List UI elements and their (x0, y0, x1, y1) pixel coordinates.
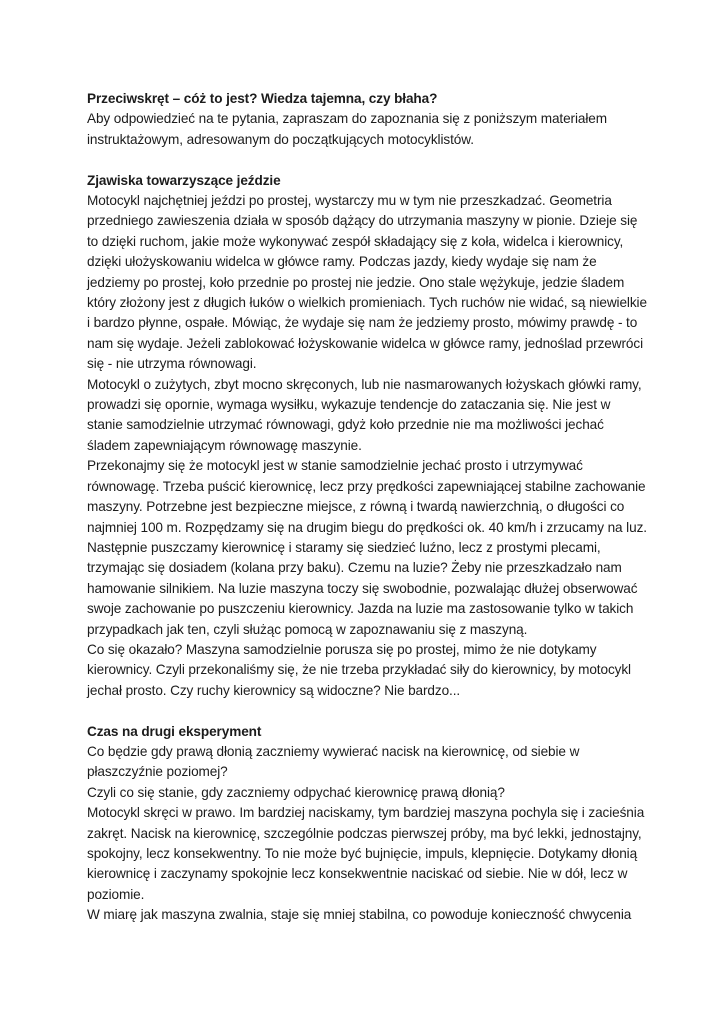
section-heading: Przeciwskręt – cóż to jest? Wiedza tajemna, czy błaha? (87, 91, 438, 106)
document-page (87, 89, 647, 926)
paragraph: Czyli co się stanie, gdy zaczniemy odpychać kierownicę prawą dłonią? (87, 784, 505, 800)
paragraph-gap (87, 150, 647, 170)
paragraph: Co będzie gdy prawą dłonią zaczniemy wywierać nacisk na kierownicę, od siebie w płaszczyźnie poziomej? (87, 743, 580, 780)
paragraph: Motocykl najchętniej jeździ po prostej, wystarczy mu w tym nie przeszkadzać. Geometria przedniego zawieszenia działa w sposób dążący do utrzymania maszyny w pionie. Dzieje się to dzięki ruchom, jakie może wykonywać zespół składający się z koła, widelca i kierownicy, dzięki ułożyskowaniu widelca w główce ramy. Podczas jazdy, kiedy wydaje się nam że jedziemy po prostej, koło przednie po prostej nie jedzie. Ono stale wężykuje, jedzie śladem który złożony jest z długich łuków o wielkich promieniach. Tych ruchów nie widać, są niewielkie i bardzo płynne, ospałe. Mówiąc, że wydaje się nam że jedziemy prosto, mówimy prawdę - to nam się wydaje. Jeżeli zablokować łożyskowanie widelca w główce ramy, jednoślad przewróci się - nie utrzyma równowagi. (87, 193, 647, 372)
paragraph: Motocykl skręci w prawo. Im bardziej naciskamy, tym bardziej maszyna pochyla się i zacieśnia zakręt. Nacisk na kierownicę, szczególnie podczas pierwszej próby, ma być lekki, jednostajny, spokojny, lecz konsekwentny. To nie może być bujnięcie, impuls, klepnięcie. Dotykamy dłonią kierownicę i zaczynamy spokojnie lecz konsekwentnie naciskać od siebie. Nie w dół, lecz w poziomie. (87, 805, 645, 902)
section-heading: Zjawiska towarzyszące jeździe (87, 172, 281, 188)
section-phenomena (87, 171, 647, 702)
paragraph-gap (87, 701, 647, 721)
paragraph: W miarę jak maszyna zwalnia, staje się mniej stabilna, co powoduje konieczność chwycenia (87, 907, 632, 923)
section-heading: Czas na drugi eksperyment (87, 723, 262, 739)
paragraph: Aby odpowiedzieć na te pytania, zapraszam do zapoznania się z poniższym materiałem instruktażowym, adresowanym do początkujących motocyklistów. (87, 111, 607, 147)
section-intro (87, 89, 647, 150)
paragraph: Co się okazało? Maszyna samodzielnie porusza się po prostej, mimo że nie dotykamy kierownicy. Czyli przekonaliśmy się, że nie trzeba przykładać siły do kierownicy, by motocykl jechał prosto. Czy ruchy kierownicy są widoczne? Nie bardzo... (87, 641, 631, 698)
paragraph: Przekonajmy się że motocykl jest w stanie samodzielnie jechać prosto i utrzymywać równowagę. Trzeba puścić kierownicę, lecz przy prędkości zapewniającej stabilne zachowanie maszyny. Potrzebne jest bezpieczne miejsce, z równą i twardą nawierzchnią, o długości co najmniej 100 m. Rozpędzamy się na drugim biegu do prędkości ok. 40 km/h i zrzucamy na luz. Następnie puszczamy kierownicę i staramy się siedzieć luźno, lecz z prostymi plecami, trzymając się dosiadem (kolana przy baku). Czemu na luzie? Żeby nie przeszkadzało nam hamowanie silnikiem. Na luzie maszyna toczy się swobodnie, pozwalając dłużej obserwować swoje zachowanie po puszczeniu kierownicy. Jazda na luzie ma zastosowanie tylko w takich przypadkach jak ten, czyli służąc pomocą w zapoznawaniu się z maszyną. (87, 458, 647, 637)
section-second-experiment (87, 722, 647, 926)
paragraph: Motocykl o zużytych, zbyt mocno skręconych, lub nie nasmarowanych łożyskach główki ramy, prowadzi się opornie, wymaga wysiłku, wykazuje tendencje do zataczania się. Nie jest w stanie samodzielnie utrzymać równowagi, gdyż koło przednie nie ma możliwości jechać śladem zapewniającym równowagę maszynie. (87, 376, 642, 453)
